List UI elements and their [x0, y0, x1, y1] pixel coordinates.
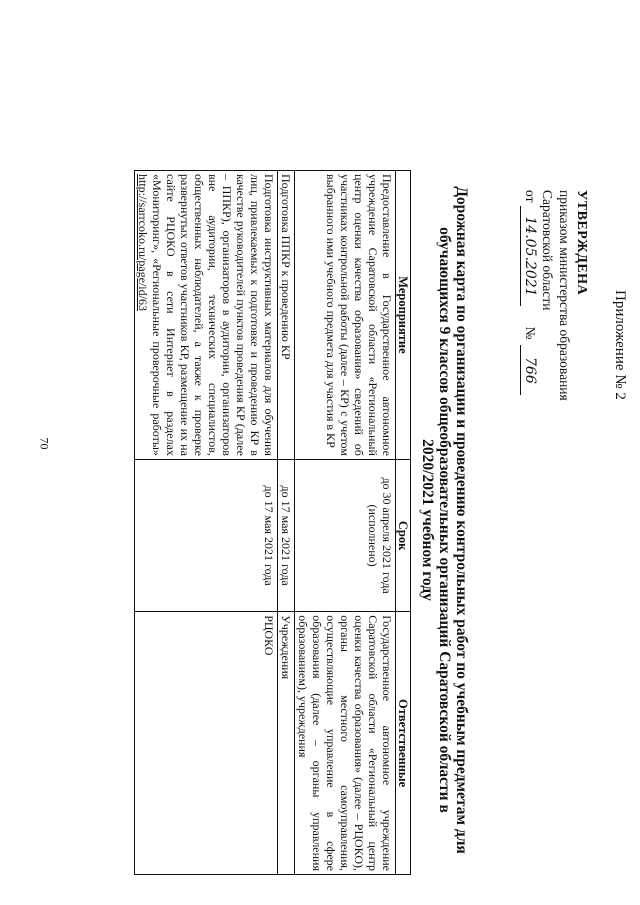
header-deadline: Срок — [396, 459, 411, 611]
approval-title: УТВЕРЖДЕНА — [574, 190, 589, 296]
deadline-cell: до 17 мая 2021 года — [135, 459, 278, 611]
responsible-cell: Государственное автономное учреждение Саратовской области «Региональный центр оценки качества образования» (далее – РЦОКО), органы местного самоуправления, осуществляющие управление в сфере образования (далее – органы управления образованием), учреждения — [295, 612, 396, 875]
handwritten-number: 766 — [520, 345, 538, 395]
title-line-1: Дорожная карта по организации и проведению контрольных работ по учебным предметам для — [453, 186, 470, 854]
approval-stamp — [520, 190, 590, 460]
handwritten-date: 14.05.2021 — [520, 206, 538, 306]
event-cell — [135, 171, 278, 460]
deadline-cell: до 30 апреля 2021 года (исполнено) — [295, 459, 396, 611]
rcoko-link[interactable]: http://sarrcoko.ru/page/id/63 — [136, 174, 150, 311]
table-row — [278, 171, 295, 875]
responsible-cell: РЦОКО — [135, 612, 278, 875]
table-row — [135, 171, 278, 875]
page-number: 70 — [37, 437, 52, 450]
rotated-document-sheet — [70, 30, 630, 880]
event-text: Подготовка инструктивных материалов для обучения лиц, привлекаемых к подготовке и проведению КР в качестве руководителей пунктов проведения КР (далее – ППКР), организаторов в аудитории, организаторов вне аудитории, технических специалистов, общественных наблюдателей, а также к проверке развернутых ответов участников КР, размещение их на сайте РЦОКО в сети Интернет в разделах «Мониторинг», «Региональные проверочные работы» — [150, 174, 276, 456]
header-responsible: Ответственные — [396, 612, 411, 875]
roadmap-table — [134, 170, 411, 875]
document-title — [419, 170, 470, 870]
header-event: Мероприятие — [396, 171, 411, 460]
appendix-label: Приложение № 2 — [612, 290, 628, 400]
table-row — [295, 171, 396, 875]
date-prefix: от — [523, 190, 538, 203]
responsible-cell: Учреждения — [278, 612, 295, 875]
event-cell: Предоставление в Государственное автономное учреждение Саратовской области «Региональный центр оценки качества образования» сведений об участниках контрольной работы (далее – КР) с учетом выбранного ими учебного предмета для участия в КР — [295, 171, 396, 460]
number-prefix: № — [523, 326, 538, 340]
event-cell: Подготовка ППКР к проведению КР — [278, 171, 295, 460]
approval-date-row — [520, 190, 539, 460]
approval-line-2: Саратовской области — [540, 190, 555, 311]
deadline-cell: до 17 мая 2021 года — [278, 459, 295, 611]
table-header-row — [396, 171, 411, 875]
approval-line-1: приказом министерства образования — [557, 190, 572, 401]
title-line-3: 2020/2021 учебном году — [419, 439, 436, 601]
title-line-2: обучающихся 9 классов общеобразовательных организаций Саратовской области в — [436, 227, 453, 813]
